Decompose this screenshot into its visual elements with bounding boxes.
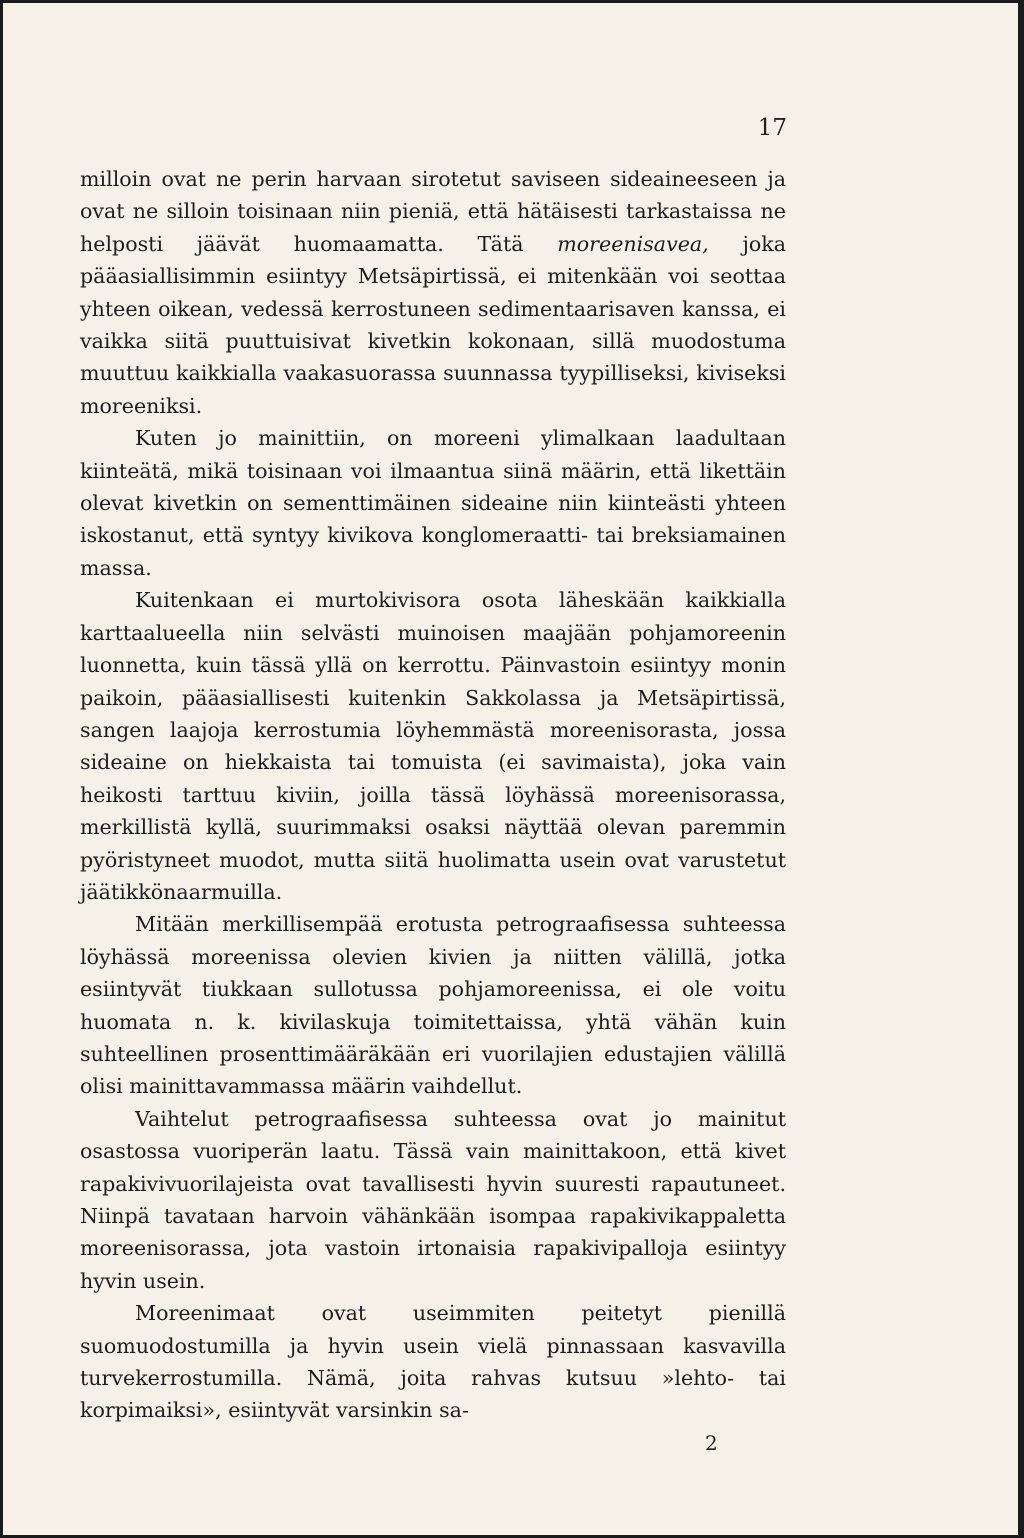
paragraph-1-italic-term: moreenisavea, [557, 231, 709, 256]
paragraph-3: Kuitenkaan ei murtokivisora osota läheskään kaikkialla karttaalueella niin selvästi muinoisen maajään pohjamoreenin luonnetta, kuin tässä yllä on kerrottu. Päinvastoin esiintyy monin paikoin, pääasiallisesti kuitenkin Sakkolassa ja Metsäpirtissä, sangen laajoja kerrostumia löyhemmästä moreenisorasta, jossa sideaine on hiekkaista tai tomuista (ei savimaista), joka vain heikosti tarttuu kiviin, joilla tässä löyhässä moreenisorassa, merkillistä kyllä, suurimmaksi osaksi näyttää olevan paremmin pyöristyneet muodot, mutta siitä huolimatta usein ovat varustetut jäätikkönaarmuilla. [80, 588, 786, 904]
paragraph-1 [80, 163, 786, 422]
page-number: 17 [757, 115, 787, 141]
body-text [80, 163, 786, 1427]
paragraph-1-before-italic: milloin ovat ne perin harvaan sirotetut saviseen sideaineeseen ja ovat ne silloin toisinaan niin pieniä, että hätäisesti tarkastaissa ne helposti jäävät huomaamatta. Tätä [80, 167, 786, 256]
paragraph-1-after-italic: joka pääasiallisimmin esiintyy Metsäpirtissä, ei mitenkään voi seottaa yhteen oikean, vedessä kerrostuneen sedimentaarisaven kanssa, ei vaikka siitä puuttuisivat kivetkin kokonaan, sillä muodostuma muuttuu kaikkialla vaakasuorassa suunnassa tyypilliseksi, kiviseksi moreeniksi. [80, 231, 786, 418]
paragraph-4: Mitään merkillisempää erotusta petrograafisessa suhteessa löyhässä moreenissa olevien kivien ja niitten välillä, jotka esiintyvät tiukkaan sullotussa pohjamoreenissa, ei ole voitu huomata n. k. kivilaskuja toimitettaissa, yhtä vähän kuin suhteellinen prosenttimääräkään eri vuorilajien edustajien välillä olisi mainittavammassa määrin vaihdellut. [80, 912, 786, 1099]
paragraph-6: Moreenimaat ovat useimmiten peitetyt pienillä suomuodostumilla ja hyvin usein vielä pinnassaan kasvavilla turvekerrostumilla. Nämä, joita rahvas kutsuu »lehto- tai korpimaiksi», esiintyvät varsinkin sa- [80, 1301, 786, 1423]
sheet-signature: 2 [705, 1431, 718, 1455]
paragraph-5: Vaihtelut petrograafisessa suhteessa ovat jo mainitut osastossa vuoriperän laatu. Tässä vain mainittakoon, että kivet rapakivivuorilajeista ovat tavallisesti hyvin suuresti rapautuneet. Niinpä tavataan harvoin vähänkään isompaa rapakivikappaletta moreenisorassa, jota vastoin irtonaisia rapakivipalloja esiintyy hyvin usein. [80, 1106, 786, 1293]
paragraph-2: Kuten jo mainittiin, on moreeni ylimalkaan laadultaan kiinteätä, mikä toisinaan voi ilmaantua siinä määrin, että likettäin olevat kivetkin on sementtimäinen sideaine niin kiinteästi yhteen iskostanut, että syntyy kivikova konglomeraatti- tai breksiamainen massa. [80, 426, 786, 580]
